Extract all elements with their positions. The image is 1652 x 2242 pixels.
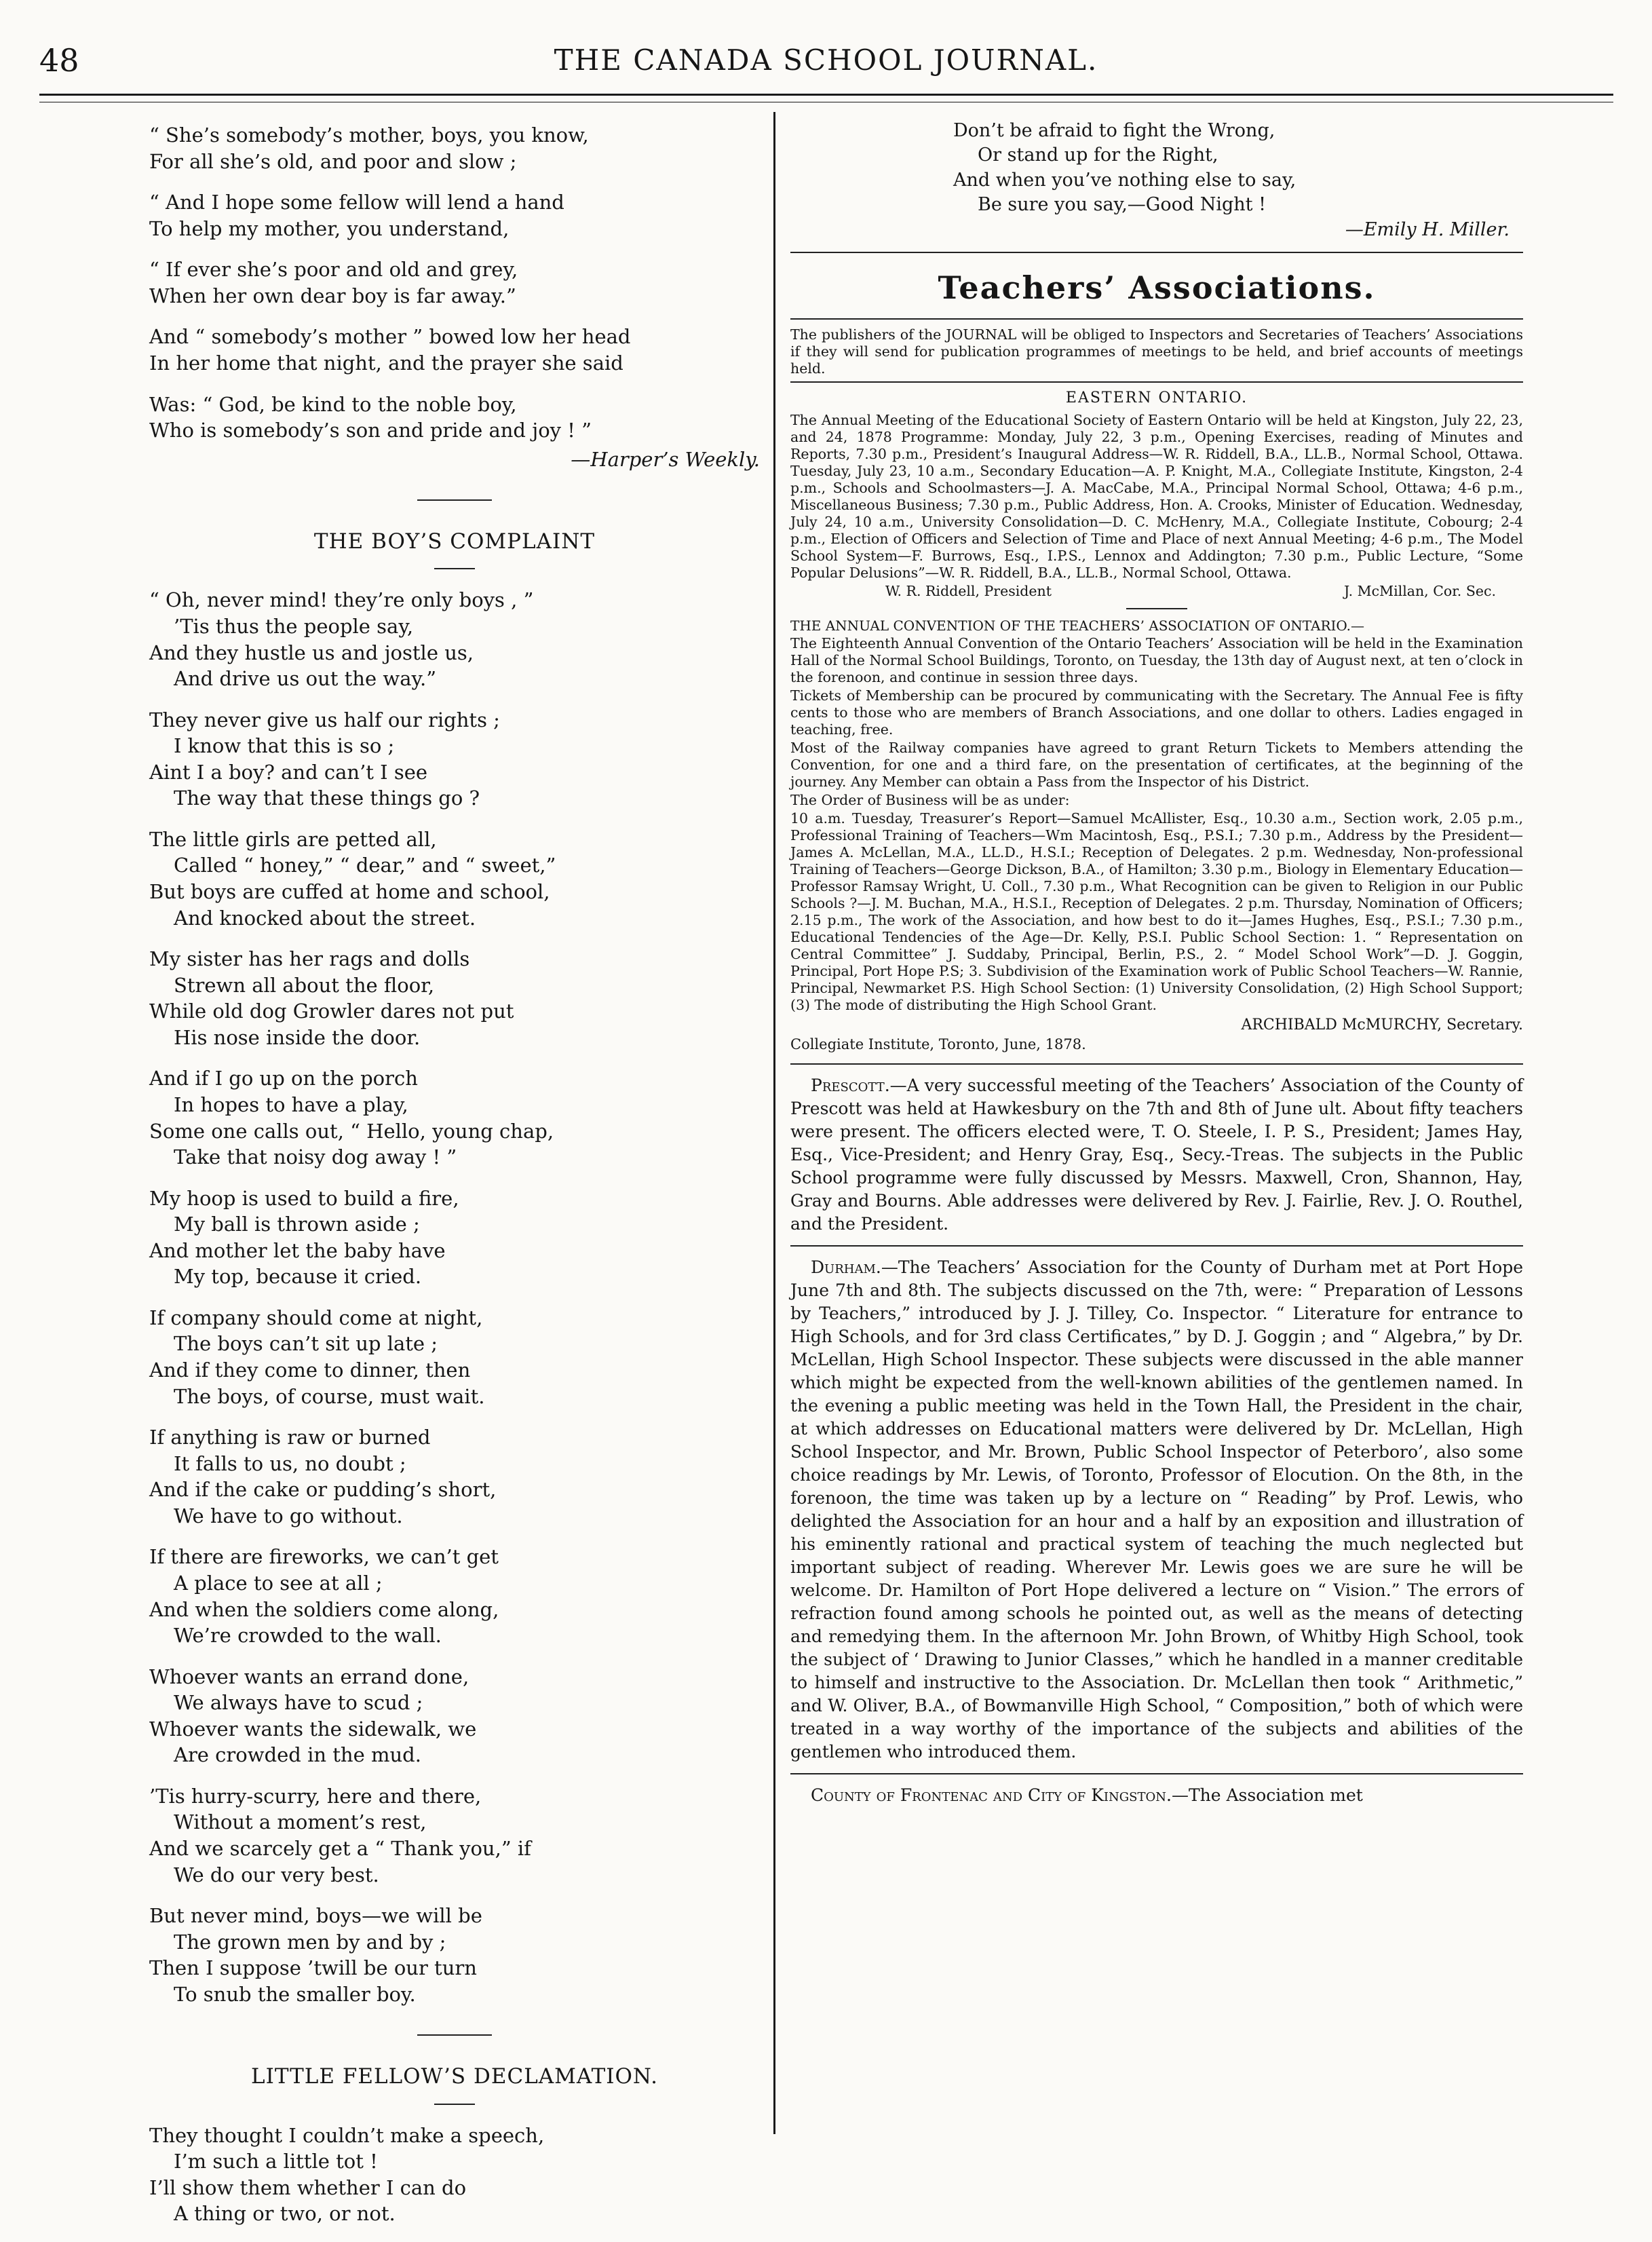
poem-line: If company should come at night, — [149, 1306, 483, 1329]
stanza — [149, 256, 760, 309]
stanza — [149, 324, 760, 376]
poem-line: To help my mother, you understand, — [149, 216, 510, 240]
poem-line: His nose inside the door. — [174, 1025, 421, 1049]
poem-line: Take that noisy dog away ! ” — [174, 1145, 457, 1169]
poem-line: Whoever wants the sidewalk, we — [149, 1717, 477, 1741]
convention-notice — [790, 618, 1523, 1054]
poem-line: If anything is raw or burned — [149, 1426, 431, 1449]
notice-paragraph: 10 a.m. Tuesday, Treasurer’s Report—Samuel McAllister, Esq., 10.30 a.m., Section work, 2.05 p.m., Professional Training of Teachers—Wm Macintosh, Esq., P.S.I.; 7.30 p.m., Address by the President—James A. McLellan, M.A., LL.D., H.S.I.; Reception of Delegates. 2 p.m. Wednesday, Non-professional Training of Teachers—George Dickson, B.A., of Hamilton; 3.30 p.m., Biology in Elementary Education—Professor Ramsay Wright, U. Coll., 7.30 p.m., What Recognition can be given to Religion in our Public Schools ?—J. M. Buchan, M.A., H.S.I., Reception of Delegates. 2 p.m. Thursday, Nomination of Officers; 2.15 p.m., The work of the Association, and how best to do it—James Hughes, Esq., P.S.I.; 7.30 p.m., Educational Tendencies of the Age—Dr. Kelly, P.S.I. Public School Section: 1. “ Representation on Central Committee” J. Suddaby, Principal, Berlin, P.S., 2. “ Model School Work”—D. J. Goggin, Principal, Port Hope P.S; 3. Subdivision of the Examination work of Public School Teachers—W. Rannie, Principal, Newmarket P.S. High School Section: (1) University Consolidation, (2) High School Support; (3) The mode of distributing the High School Grant. — [790, 810, 1523, 1014]
poem-line: ’Tis hurry-scurry, here and there, — [149, 1784, 482, 1808]
poem-line: And if I go up on the porch — [149, 1067, 418, 1090]
poem-line: And if the cake or pudding’s short, — [149, 1478, 497, 1502]
stanza — [149, 1065, 760, 1170]
poem-line: The way that these things go ? — [174, 786, 480, 810]
notice-place: Collegiate Institute, Toronto, June, 1878. — [790, 1036, 1086, 1053]
left-column — [149, 122, 760, 2242]
poem-title: THE BOY’S COMPLAINT — [313, 529, 596, 554]
poem-line: Without a moment’s rest, — [174, 1810, 427, 1834]
stanza — [149, 1185, 760, 1290]
poem-line: They never give us half our rights ; — [149, 708, 500, 732]
title-rule — [434, 568, 475, 569]
stanza — [149, 826, 760, 931]
poem-line: They thought I couldn’t make a speech, — [149, 2123, 545, 2147]
poem-little-fellow — [149, 2063, 760, 2226]
poem-line: A thing or two, or not. — [174, 2202, 396, 2226]
notice-paragraph: Most of the Railway companies have agreed to grant Return Tickets to Members attending the Convention, for one and a third fare, on the presentation of certificates, at the beginning of the journey. Any Member can obtain a Pass from the Inspector of his District. — [790, 740, 1523, 791]
notice-heading: EASTERN ONTARIO. — [1065, 390, 1248, 407]
report-lead: County of Frontenac and City of Kingston. — [811, 1785, 1172, 1805]
poem-title: LITTLE FELLOW’S DECLAMATION. — [251, 2064, 658, 2089]
report-body: —A very successful meeting of the Teachers’ Association of the County of Prescott was held at Hawkesbury on the 7th and 8th of June ult. About fifty teachers were present. The officers elected were, T. O. Steele, I. P. S., President; James Hay, Esq., Vice-President; and Henry Gray, Esq., Secy.-Treas. The subjects in the Public School programme were fully discussed by Messrs. Maxwell, Cron, Shannon, Hay, Gray and Bourns. Able addresses were delivered by Rev. J. Fairlie, Rev. J. O. Routhel, and the President. — [790, 1075, 1523, 1234]
report-body: —The Association met — [1171, 1785, 1363, 1805]
poem-line: And knocked about the street. — [174, 906, 476, 930]
section-title: Teachers’ Associations. — [938, 269, 1376, 307]
stanza — [149, 587, 760, 691]
poem-line: And we scarcely get a “ Thank you,” if — [149, 1837, 531, 1861]
right-column — [790, 119, 1523, 1807]
poem-line: Strewn all about the floor, — [174, 973, 435, 997]
poem-line: Be sure you say,—Good Night ! — [978, 194, 1266, 216]
intro-notice — [790, 326, 1523, 377]
durham-report — [790, 1256, 1523, 1764]
signature-secretary: J. McMillan, Cor. Sec. — [1343, 583, 1496, 600]
poem-line: Aint I a boy? and can’t I see — [149, 760, 428, 784]
stanza — [149, 946, 760, 1050]
journal-title: THE CANADA SCHOOL JOURNAL. — [554, 43, 1098, 77]
stanza — [149, 1783, 760, 1888]
notice-paragraph: The Eighteenth Annual Convention of the Ontario Teachers’ Association will be held in the Examination Hall of the Normal School Buildings, Toronto, on Tuesday, the 13th day of August next, at ten o’clock in the forenoon, and continue in session three days. — [790, 635, 1523, 686]
stanza-list — [149, 587, 760, 2007]
stanza — [149, 707, 760, 812]
poem-line: And drive us out the way.” — [174, 667, 437, 691]
frontenac-report — [790, 1784, 1523, 1807]
poem-line: My hoop is used to build a fire, — [149, 1186, 459, 1210]
stanza — [149, 189, 760, 242]
poem-line: Are crowded in the mud. — [174, 1743, 421, 1767]
poem-line: A place to see at all ; — [174, 1571, 383, 1595]
poem-line: My sister has her rags and dolls — [149, 947, 470, 971]
notice-signature: ARCHIBALD McMURCHY, Secretary. — [1241, 1016, 1523, 1034]
poem-line: The grown men by and by ; — [174, 1930, 446, 1954]
poem-line: The boys can’t sit up late ; — [174, 1332, 438, 1356]
poem-line: The boys, of course, must wait. — [174, 1384, 485, 1408]
poem-line: The little girls are petted all, — [149, 827, 437, 851]
poem-line: ’Tis thus the people say, — [174, 614, 414, 638]
poem-line: For all she’s old, and poor and slow ; — [149, 149, 517, 173]
section-rule — [417, 2034, 492, 2036]
poem-line: Called “ honey,” “ dear,” and “ sweet,” — [174, 854, 556, 877]
poem-attribution: —Emily H. Miller. — [1345, 218, 1510, 240]
poem-line: I’ll show them whether I can do — [149, 2176, 467, 2199]
poem-line: And they hustle us and jostle us, — [149, 641, 474, 664]
section-rule — [790, 252, 1523, 253]
poem-line: “ She’s somebody’s mother, boys, you know, — [149, 124, 589, 147]
poem-line: And if they come to dinner, then — [149, 1358, 471, 1382]
poem-line: Then I suppose ’twill be our turn — [149, 1956, 477, 1980]
title-rule — [434, 2104, 475, 2105]
poem-line: But never mind, boys—we will be — [149, 1904, 482, 1928]
notice-signature — [790, 583, 1523, 600]
column-divider — [773, 112, 775, 2134]
poem-line: My top, because it cried. — [174, 1265, 422, 1289]
stanza — [149, 122, 760, 174]
poem-line: And mother let the baby have — [149, 1238, 446, 1262]
poem-line: In hopes to have a play, — [174, 1092, 408, 1116]
report-lead: Prescott. — [811, 1075, 890, 1095]
stanza — [149, 1305, 760, 1409]
poem-line: In her home that night, and the prayer she said — [149, 351, 623, 375]
poem-line: Was: “ God, be kind to the noble boy, — [149, 392, 517, 416]
poem-somebodys-mother — [149, 122, 760, 472]
notice-paragraph: The Order of Business will be as under: — [790, 792, 1070, 809]
report-body: —The Teachers’ Association for the County of Durham met at Port Hope June 7th and 8th. The subjects discussed on the 7th, were: “ Preparation of Lessons by Teachers,” introduced by J. J. Tilley, Co. Inspector. “ Literature for entrance to High Schools, and for 3rd class Certificates,” by D. J. Goggin ; and “ Algebra,” by Dr. McLellan, High School Inspector. These subjects were discussed in the able manner which might be expected from the well-known abilities of the gentlemen named. In the evening a public meeting was held in the Town Hall, the President in the chair, at which addresses on Educational matters were delivered by Dr. McLellan, High School Inspector, and Mr. Brown, Public School Inspector of Peterboro’, also some choice readings by Mr. Lewis, of Toronto, Professor of Elocution. On the 8th, in the forenoon, the time was taken up by a lecture on “ Reading” by Prof. Lewis, who delighted the Association for an hour and a half by an exposition and illustration of his eminently rational and practical system of teaching the much neglected but important subject of reading. Wherever Mr. Lewis goes we are sure he will be welcome. Dr. Hamilton of Port Hope delivered a lecture on “ Vision.” The errors of refraction found among schools he pointed out, as well as the means of detecting and remedying them. In the afternoon Mr. John Brown, of Whitby High School, took the subject of ‘ Drawing to Junior Classes,” which he handled in a manner creditable to himself and instructive to the Association. Dr. McLellan then took “ Arithmetic,” and W. Oliver, B.A., of Bowmanville High School, “ Composition,” both of which were treated in a way worthy of the importance of the subjects and abilities of the gentlemen who introduced them. — [790, 1257, 1523, 1762]
poem-line: Don’t be afraid to fight the Wrong, — [953, 120, 1275, 141]
divider — [790, 1245, 1523, 1247]
stanza — [149, 1664, 760, 1768]
stanza — [149, 1424, 760, 1529]
eastern-ontario-notice — [790, 390, 1523, 600]
poem-line: If there are fireworks, we can’t get — [149, 1545, 499, 1569]
divider — [790, 1773, 1523, 1774]
page-number: 48 — [39, 42, 79, 79]
prescott-report — [790, 1074, 1523, 1236]
poem-line: While old dog Growler dares not put — [149, 1000, 514, 1023]
poem-line: We have to go without. — [174, 1504, 403, 1527]
poem-line: To snub the smaller boy. — [174, 1982, 416, 2006]
notice-text: The Annual Meeting of the Educational Society of Eastern Ontario will be held at Kingston, July 22, 23, and 24, 1878 Programme: Monday, July 22, 3 p.m., Opening Exercises, reading of Minutes and Reports, 7.30 p.m., President’s Inaugural Address—W. R. Riddell, B.A., LL.B., Normal School, Ottawa. Tuesday, July 23, 10 a.m., Secondary Education—A. P. Knight, M.A., Collegiate Institute, Kingston, 2-4 p.m., Schools and Schoolmasters—J. A. MacCabe, M.A., Principal Normal School, Ottawa; 4-6 p.m., Miscellaneous Business; 7.30 p.m., Public Address, Hon. A. Crooks, Minister of Education. Wednesday, July 24, 10 a.m., University Consolidation—D. C. McHenry, M.A., Collegiate Institute, Cobourg; 2-4 p.m., Election of Officers and Selection of Time and Place of next Annual Meeting; 4-6 p.m., The Model School System—F. Burrows, Esq., I.P.S., Lennox and Addington; 7.30 p.m., Public Lecture, “Some Popular Delusions”—W. R. Riddell, B.A., LL.B., Normal School, Ottawa. — [790, 412, 1523, 582]
poem-line: Whoever wants an errand done, — [149, 1665, 469, 1688]
poem-line: We do our very best. — [174, 1863, 379, 1886]
poem-line: And when the soldiers come along, — [149, 1597, 499, 1621]
report-text — [790, 1784, 1523, 1807]
poem-line: “ If ever she’s poor and old and grey, — [149, 258, 518, 282]
report-text — [790, 1256, 1523, 1764]
poem-line: And when you’ve nothing else to say, — [953, 169, 1296, 191]
intro-text: The publishers of the JOURNAL will be obliged to Inspectors and Secretaries of Teachers’ Associations if they will send for publication programmes of meetings to be held, and brief accounts of meetings held. — [790, 326, 1523, 377]
stanza — [149, 392, 760, 444]
poem-line: “ And I hope some fellow will lend a hand — [149, 191, 564, 214]
poem-boys-complaint — [149, 528, 760, 2007]
stanza — [149, 1903, 760, 2007]
divider — [790, 1063, 1523, 1065]
poem-attribution: —Harper’s Weekly. — [571, 447, 760, 471]
poem-line: I know that this is so ; — [174, 734, 395, 758]
stanza — [149, 2123, 760, 2227]
poem-line: Or stand up for the Right, — [978, 145, 1218, 166]
poem-line: And “ somebody’s mother ” bowed low her head — [149, 325, 631, 349]
section-rule — [417, 499, 492, 501]
poem-line: “ Oh, never mind! they’re only boys , ” — [149, 588, 534, 612]
signature-president: W. R. Riddell, President — [885, 583, 1052, 600]
stanza — [149, 1544, 760, 1648]
poem-line: When her own dear boy is far away.” — [149, 284, 516, 307]
notice-paragraph: Tickets of Membership can be procured by communicating with the Secretary. The Annual Fee is fifty cents to those who are members of Branch Associations, and one dollar to others. Ladies engaged in teaching, free. — [790, 687, 1523, 738]
poem-line: I’m such a little tot ! — [174, 2150, 378, 2173]
divider — [790, 381, 1523, 383]
notice-heading: THE ANNUAL CONVENTION OF THE TEACHERS’ ASSOCIATION OF ONTARIO.— — [790, 618, 1365, 634]
poem-line: Some one calls out, “ Hello, young chap, — [149, 1119, 554, 1143]
header-rule — [39, 94, 1613, 96]
title-rule — [790, 318, 1523, 320]
poem-line: We always have to scud ; — [174, 1691, 423, 1715]
report-lead: Durham. — [811, 1257, 881, 1277]
poem-line: We’re crowded to the wall. — [174, 1624, 442, 1648]
divider — [1126, 608, 1187, 609]
poem-line: It falls to us, no doubt ; — [174, 1451, 406, 1475]
poem-good-night — [790, 119, 1523, 242]
poem-line: But boys are cuffed at home and school, — [149, 880, 550, 904]
poem-line: My ball is thrown aside ; — [174, 1213, 420, 1236]
report-text — [790, 1074, 1523, 1236]
poem-line: Who is somebody’s son and pride and joy ! ” — [149, 419, 592, 442]
